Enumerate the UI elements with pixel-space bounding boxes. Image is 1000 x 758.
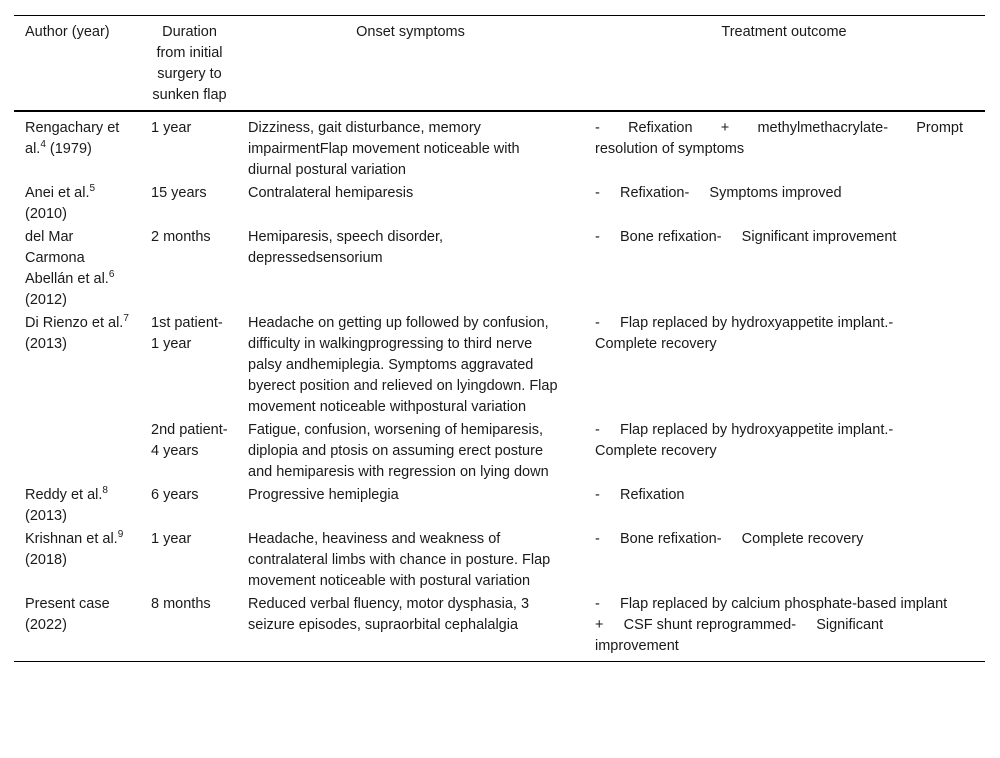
cell-duration: 6 years — [151, 487, 199, 503]
cell-outcome: - Bone refixation- Complete recovery — [595, 531, 864, 547]
header-onset: Onset symptoms — [356, 24, 465, 40]
author-year: (2013) — [25, 508, 67, 524]
case-comparison-table — [14, 15, 985, 662]
author-name: Di Rienzo et al. — [25, 315, 124, 331]
table-header-row — [14, 16, 985, 112]
author-year: (2018) — [25, 552, 67, 568]
author-name: del Mar Carmona Abellán et al. — [25, 229, 109, 287]
reference-number: 9 — [117, 529, 124, 540]
cell-author — [14, 484, 141, 528]
cell-onset: Progressive hemiplegia — [248, 487, 399, 503]
table-row — [14, 528, 985, 593]
cell-outcome: - Bone refixation- Significant improvement — [595, 229, 897, 245]
header-outcome: Treatment outcome — [721, 24, 847, 40]
cell-onset: Headache, heaviness and weakness of contralateral limbs with chance in posture. Flap movement noticeable with postural variation — [248, 531, 551, 589]
cell-onset: Fatigue, confusion, worsening of hemiparesis, diplopia and ptosis on assuming erect posture and hemiparesis with regression on lying down — [248, 422, 549, 480]
cell-duration: 15 years — [151, 185, 207, 201]
header-duration: Duration from initial surgery to sunken flap — [152, 24, 227, 103]
cell-author — [14, 182, 141, 226]
reference-number: 8 — [102, 485, 108, 496]
cell-onset: Reduced verbal fluency, motor dysphasia, 3 seizure episodes, supraorbital cephalalgia — [248, 596, 530, 633]
table-row — [14, 111, 985, 182]
cell-outcome: - Flap replaced by hydroxyappetite implant.- Complete recovery — [595, 315, 914, 352]
cell-duration: 1st patient- 1 year — [151, 315, 223, 352]
cell-outcome: - Flap replaced by hydroxyappetite implant.- Complete recovery — [595, 422, 914, 459]
cell-outcome: - Refixation + methylmethacrylate- Prompt resolution of symptoms — [595, 120, 968, 157]
header-author: Author (year) — [25, 24, 110, 40]
cell-duration: 1 year — [151, 120, 192, 136]
cell-duration: 2 months — [151, 229, 211, 245]
cell-onset: Hemiparesis, speech disorder, depressedsensorium — [248, 229, 444, 266]
cell-author — [14, 419, 141, 484]
cell-author — [14, 528, 141, 593]
author-year: (2012) — [25, 292, 67, 308]
cell-author — [14, 226, 141, 312]
author-name: Krishnan et al. — [25, 531, 118, 547]
table-row — [14, 226, 985, 312]
author-year: (2013) — [25, 336, 67, 352]
author-name: Anei et al. — [25, 185, 90, 201]
cell-outcome: - Refixation — [595, 487, 685, 503]
reference-number: 7 — [123, 313, 129, 324]
author-name: Present case — [25, 596, 110, 612]
cell-onset: Dizziness, gait disturbance, memory impairmentFlap movement noticeable with diurnal postural variation — [248, 120, 520, 178]
cell-author — [14, 111, 141, 182]
cell-outcome: - Flap replaced by calcium phosphate-based implant + CSF shunt reprogrammed- Significant improvement — [595, 596, 968, 654]
table-row — [14, 312, 985, 419]
author-year: (2022) — [25, 617, 67, 633]
cell-author — [14, 312, 141, 419]
cell-author — [14, 593, 141, 662]
cell-duration: 8 months — [151, 596, 211, 612]
reference-number: 5 — [89, 183, 96, 194]
cell-onset: Contralateral hemiparesis — [248, 185, 414, 201]
author-year: (1979) — [45, 141, 92, 157]
table-row — [14, 484, 985, 528]
cell-outcome: - Refixation- Symptoms improved — [595, 185, 842, 201]
author-name: Reddy et al. — [25, 487, 103, 503]
case-comparison-table-container — [14, 15, 985, 662]
reference-number: 4 — [40, 139, 46, 150]
table-row — [14, 182, 985, 226]
cell-duration: 1 year — [151, 531, 192, 547]
reference-number: 6 — [108, 269, 115, 280]
author-name: Rengachary et al. — [25, 120, 120, 157]
author-year: (2010) — [25, 206, 67, 222]
table-row — [14, 593, 985, 662]
cell-onset: Headache on getting up followed by confusion, difficulty in walkingprogressing to third nerve palsy andhemiplegia. Symptoms aggravated byerect position and relieved on lyingdown. Flap movement noticeable withpostural variation — [248, 315, 558, 415]
table-row — [14, 419, 985, 484]
cell-duration: 2nd patient- 4 years — [151, 422, 228, 459]
